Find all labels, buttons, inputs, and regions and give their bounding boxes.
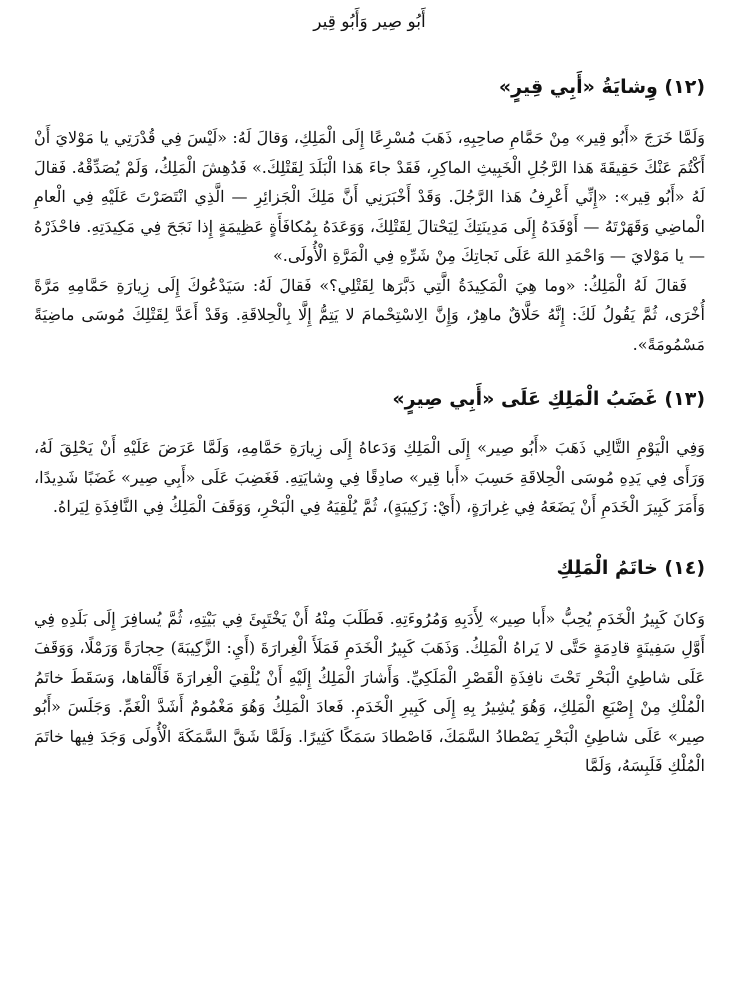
section-12 xyxy=(34,75,705,359)
paragraph: وَكانَ كَبِيرُ الْخَدَمِ يُحِبُّ «أَبا صِير» لِأَدَبِهِ وَمُرُوءَتِهِ. فَطَلَبَ مِنْهُ أَنْ يَخْتَبِئَ فِي بَيْتِهِ، ثُمَّ يُسافِرَ إِلَى بَلَدِهِ فِي أَوَّلِ سَفِينَةٍ قادِمَةٍ حَتَّى لا يَراهُ الْمَلِكُ. وَذَهَبَ كَبِيرُ الْخَدَمِ فَمَلَأَ الْغِرارَةَ (أَيِ: الزَّكِيبَةَ) حِجارَةً وَرَمْلًا، وَوَقَفَ عَلَى شاطِئِ الْبَحْرِ تَحْتَ نافِذَةِ الْقَصْرِ الْمَلَكِيِّ. وَأَشارَ الْمَلِكُ إِلَيْهِ أَنْ يُلْقِيَ الْغِرارَةَ فَأَلْقاها، وَسَقَطَ خاتَمُ الْمُلْكِ مِنْ إِصْبَعِ الْمَلِكِ، وَهُوَ يُشِيرُ بِهِ إِلَى كَبِيرِ الْخَدَمِ. فَعادَ الْمَلِكُ وَهُوَ مَغْمُومٌ أَشَدَّ الْغَمِّ. وَجَلَسَ «أَبُو صِير» عَلَى شاطِئِ الْبَحْرِ يَصْطادُ السَّمَكَ، فَاصْطادَ سَمَكًا كَثِيرًا. وَلَمَّا شَقَّ السَّمَكَةَ الْأُولَى وَجَدَ فِيها خاتَمَ الْمُلْكِ فَلَبِسَهُ، وَلَمَّا xyxy=(34,608,706,775)
section-heading: (١٢) وِشايَةُ «أَبِي قِيرٍ» xyxy=(498,76,705,98)
paragraph: وَلَمَّا خَرَجَ «أَبُو قِير» مِنْ حَمَّامِ صاحِبِهِ، ذَهَبَ مُسْرِعًا إِلَى الْمَلِكِ، وَقالَ لَهُ: «لَيْسَ فِي قُدْرَتِي يا مَوْلايَ أَنْ أَكْتُمَ عَنْكَ حَقِيقَةَ هَذا الرَّجُلِ الْخَبِيثِ الماكِرِ، فَقَدْ جاءَ هَذا الْبَلَدَ لِقَتْلِكَ.» فَدُهِشَ الْمَلِكُ، وَلَمْ يُصَدِّقْهُ. فَقالَ لَهُ «أَبُو قِير»: «إِنِّي أَعْرِفُ هَذا الرَّجُلَ. وَقَدْ أَخْبَرَنِي أَنَّ مَلِكَ الْجَزائِرِ — الَّذِي انْتَصَرْتَ عَلَيْهِ فِي الْعامِ الْماضِي وَقَهَرْتَهُ — أَوْفَدَهُ إِلَى مَدِينَتِكَ لِيَحْتالَ لِقَتْلِكَ، وَوَعَدَهُ بِمُكافَأَةٍ عَظِيمَةٍ إِذا نَجَحَ فِي مَكِيدَتِهِ. فاحْذَرْهُ — يا مَوْلايَ — وَاحْمَدِ اللهَ عَلَى نَجاتِكَ مِنْ شَرِّهِ فِي الْمَرَّةِ الْأُولَى.» xyxy=(34,128,705,265)
paragraph: وَفِي الْيَوْمِ التَّالِي ذَهَبَ «أَبُو صِير» إِلَى الْمَلِكِ وَدَعاهُ إِلَى زِيارَةِ حَمَّامِهِ، وَلَمَّا عَرَضَ عَلَيْهِ أَنْ يَحْلِقَ لَهُ، وَرَأَى فِي يَدِهِ مُوسَى الْحِلاقَةِ حَسِبَ «أَبا قِير» صادِقًا فِي وِشايَتِهِ. فَغَضِبَ عَلَى «أَبِي صِير» غَضَبًا شَدِيدًا، وَأَمَرَ كَبِيرَ الْخَدَمِ أَنْ يَضَعَهُ فِي غِرارَةٍ، (أَيْ: زَكِيبَةٍ)، ثُمَّ يُلْقِيَهُ فِي الْبَحْرِ، وَوَقَفَ الْمَلِكُ فِي النَّافِذَةِ لِيَراهُ. xyxy=(34,438,705,516)
paragraph: فَقالَ لَهُ الْمَلِكُ: «وما هِيَ الْمَكِيدَةُ الَّتِي دَبَّرَها لِقَتْلِي؟» فَقالَ لَهُ: سَيَدْعُوكَ إِلَى زِيارَةِ حَمَّامِهِ مَرَّةً أُخْرَى، ثُمَّ يَقُولُ لَكَ: إِنَّهُ حَلَّاقٌ ماهِرٌ، وَإِنَّ الِاسْتِحْمامَ لا يَتِمُّ إِلَّا بِالْحِلاقَةِ. وَقَدْ أَعَدَّ لِقَتْلِكَ مُوسَى ماضِيَةً مَسْمُومَةً». xyxy=(34,275,705,354)
section-heading: (١٣) غَضَبُ الْمَلِكِ عَلَى «أَبِي صِيرٍ» xyxy=(392,388,705,410)
section-14 xyxy=(34,556,705,781)
running-header: أَبُو صِير وَأَبُو قِير xyxy=(313,12,426,32)
section-heading: (١٤) خاتَمُ الْمَلِكِ xyxy=(556,556,705,579)
section-13 xyxy=(34,387,705,522)
